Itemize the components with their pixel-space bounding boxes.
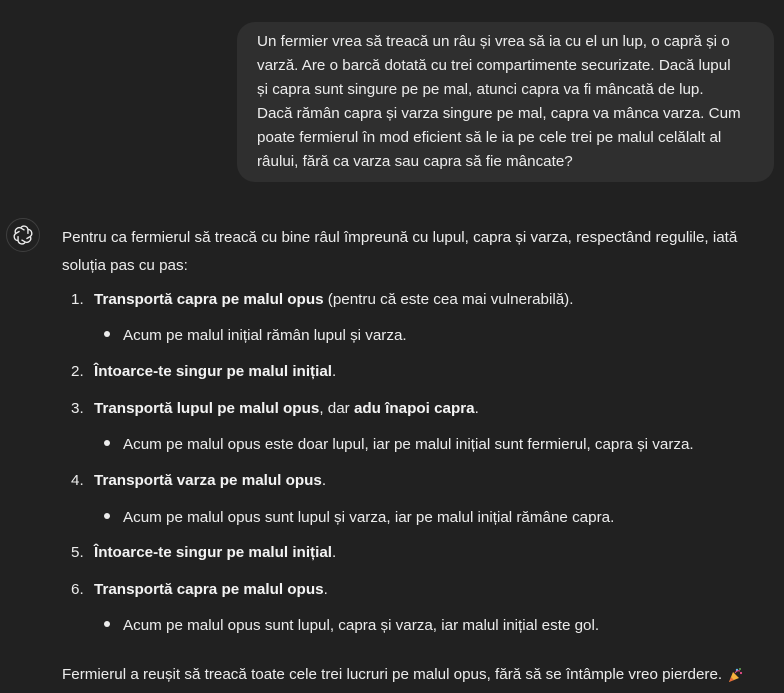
- step-bold: Transportă lupul pe malul opus: [94, 400, 320, 417]
- step-bold: Întoarce-te singur pe malul inițial: [94, 363, 332, 380]
- answer-outro: [62, 663, 744, 687]
- step-rest: .: [323, 581, 328, 598]
- step-4: [62, 469, 326, 493]
- user-message-bubble: [237, 22, 774, 182]
- user-message-line: râului, fără ca varza sau capra să fie mâncate?: [257, 153, 573, 170]
- user-message-line: poate fermierul în mod eficient să le ia pe cele trei pe malul celălalt al: [257, 129, 722, 146]
- step-4-bullet: [104, 506, 614, 530]
- step-rest: .: [321, 472, 327, 489]
- step-1: [62, 288, 573, 312]
- step-number: 3.: [71, 400, 84, 417]
- bullet-dot: [104, 621, 110, 627]
- bullet-dot: [104, 440, 110, 446]
- step-rest: .: [331, 363, 337, 380]
- openai-logo-icon: [12, 224, 34, 246]
- bullet-text: Acum pe malul opus este doar lupul, iar pe malul inițial sunt fermierul, capra și varza.: [123, 436, 694, 453]
- user-message-line: varză. Are o barcă dotată cu trei compartimente securizate. Dacă lupul: [257, 57, 731, 74]
- assistant-avatar: [6, 218, 40, 252]
- step-rest-2: .: [474, 400, 479, 417]
- bullet-dot: [104, 513, 110, 519]
- bullet-text: Acum pe malul inițial rămân lupul și varza.: [123, 327, 407, 344]
- step-number: 4.: [71, 472, 84, 489]
- step-1-bullet: [104, 324, 407, 348]
- step-bold-2: adu înapoi capra: [353, 400, 475, 417]
- bullet-text: Acum pe malul opus sunt lupul, capra și varza, iar malul inițial este gol.: [123, 617, 600, 634]
- intro-line: Pentru ca fermierul să treacă cu bine râul împreună cu lupul, capra și varza, respectând regulile, iată: [62, 229, 738, 246]
- bullet-dot: [104, 331, 110, 337]
- party-popper-icon: [728, 667, 744, 683]
- step-number: 5.: [71, 544, 84, 561]
- step-rest: .: [331, 544, 337, 561]
- step-3-bullet: [104, 433, 694, 457]
- step-bold: Întoarce-te singur pe malul inițial: [94, 544, 332, 561]
- step-3: [62, 397, 479, 421]
- step-bold: Transportă varza pe malul opus: [94, 472, 322, 489]
- step-6: [62, 578, 328, 602]
- step-bold: Transportă capra pe malul opus: [94, 291, 324, 308]
- step-rest: , dar: [319, 400, 354, 417]
- user-message-line: și capra sunt singure pe pe mal, atunci capra va fi mâncată de lup.: [257, 81, 704, 98]
- answer-intro: [62, 224, 774, 280]
- outro-text: Fermierul a reușit să treacă toate cele trei lucruri pe malul opus, fără să se întâmple vreo pierdere.: [62, 666, 723, 683]
- step-rest: (pentru că este cea mai vulnerabilă).: [323, 291, 574, 308]
- step-5: [62, 541, 336, 565]
- step-6-bullet: [104, 614, 599, 638]
- assistant-message: [62, 224, 774, 683]
- step-number: 1.: [71, 291, 84, 308]
- user-message-line: Dacă rămân capra și varza singure pe mal, capra va mânca varza. Cum: [257, 105, 741, 122]
- step-bold: Transportă capra pe malul opus: [94, 581, 324, 598]
- user-message-line: Un fermier vrea să treacă un râu și vrea să ia cu el un lup, o capră și o: [257, 33, 730, 50]
- step-number: 6.: [71, 581, 84, 598]
- step-2: [62, 360, 336, 384]
- intro-line: soluția pas cu pas:: [62, 257, 188, 274]
- bullet-text: Acum pe malul opus sunt lupul și varza, iar pe malul inițial rămâne capra.: [123, 509, 615, 526]
- step-number: 2.: [71, 363, 84, 380]
